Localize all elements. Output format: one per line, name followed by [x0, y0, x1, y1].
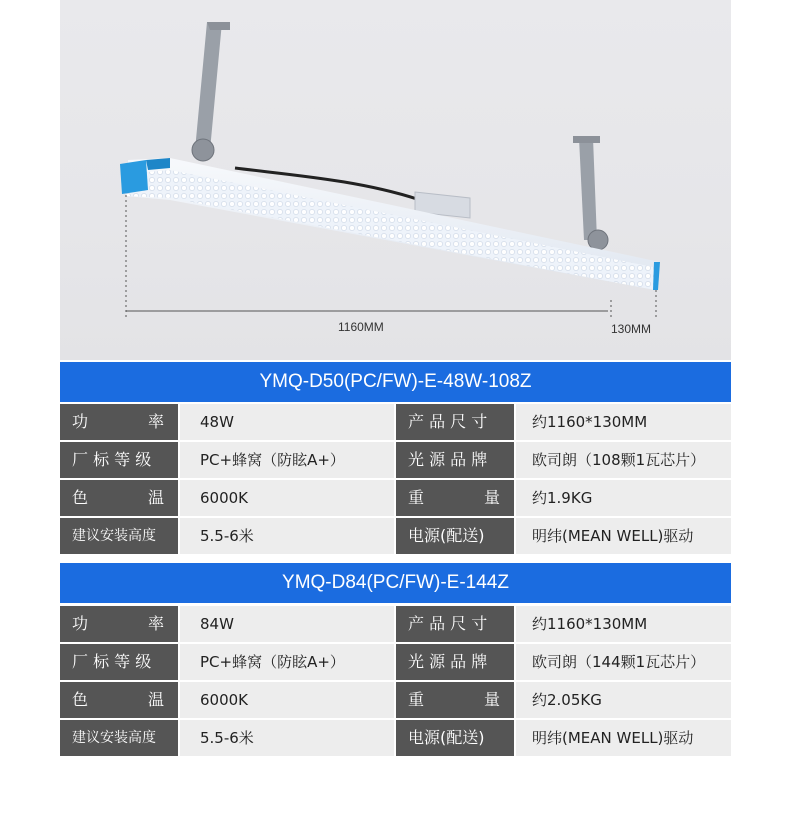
- spec-row: [60, 480, 731, 516]
- spec-value: 48W: [180, 404, 396, 440]
- spec-value: 约1160*130MM: [516, 606, 731, 642]
- spec-label: 色 温: [60, 480, 180, 516]
- spec-value: 6000K: [180, 480, 396, 516]
- spec-row: [60, 442, 731, 478]
- spec-value: 6000K: [180, 682, 396, 718]
- spec-value: 明纬(MEAN WELL)驱动: [516, 720, 731, 756]
- linear-light-illustration: [60, 0, 731, 360]
- spec-row: [60, 404, 731, 440]
- spec-label: 建议安装高度: [60, 518, 180, 554]
- spec-value: PC+蜂窝（防眩A+）: [180, 644, 396, 680]
- model-banner: YMQ-D84(PC/FW)-E-144Z: [60, 563, 731, 603]
- spec-label: 产 品 尺 寸: [396, 404, 516, 440]
- dimension-width: 130MM: [611, 322, 652, 336]
- spec-label: 厂 标 等 级: [60, 442, 180, 478]
- spec-label: 重 量: [396, 682, 516, 718]
- product-photo: [60, 0, 731, 360]
- spec-label: 功 率: [60, 404, 180, 440]
- spec-value: 欧司朗（108颗1瓦芯片）: [516, 442, 731, 478]
- dimension-length: 1160MM: [338, 320, 384, 334]
- spec-value: 84W: [180, 606, 396, 642]
- spec-value: 5.5-6米: [180, 720, 396, 756]
- spec-label: 光 源 品 牌: [396, 442, 516, 478]
- spec-row: [60, 644, 731, 680]
- spec-value: 明纬(MEAN WELL)驱动: [516, 518, 731, 554]
- spec-label: 电源(配送): [396, 720, 516, 756]
- spec-label: 厂 标 等 级: [60, 644, 180, 680]
- spec-value: 约1.9KG: [516, 480, 731, 516]
- spec-label: 光 源 品 牌: [396, 644, 516, 680]
- spec-value: 约1160*130MM: [516, 404, 731, 440]
- spec-label: 电源(配送): [396, 518, 516, 554]
- spec-label: 重 量: [396, 480, 516, 516]
- spec-label: 建议安装高度: [60, 720, 180, 756]
- spec-row: [60, 606, 731, 642]
- spec-value: 5.5-6米: [180, 518, 396, 554]
- model-banner: YMQ-D50(PC/FW)-E-48W-108Z: [60, 362, 731, 402]
- spec-value: 欧司朗（144颗1瓦芯片）: [516, 644, 731, 680]
- spec-value: PC+蜂窝（防眩A+）: [180, 442, 396, 478]
- spec-row: [60, 682, 731, 718]
- spec-label: 产 品 尺 寸: [396, 606, 516, 642]
- spec-row: [60, 518, 731, 554]
- spec-row: [60, 720, 731, 756]
- spec-value: 约2.05KG: [516, 682, 731, 718]
- spec-label: 功 率: [60, 606, 180, 642]
- spec-label: 色 温: [60, 682, 180, 718]
